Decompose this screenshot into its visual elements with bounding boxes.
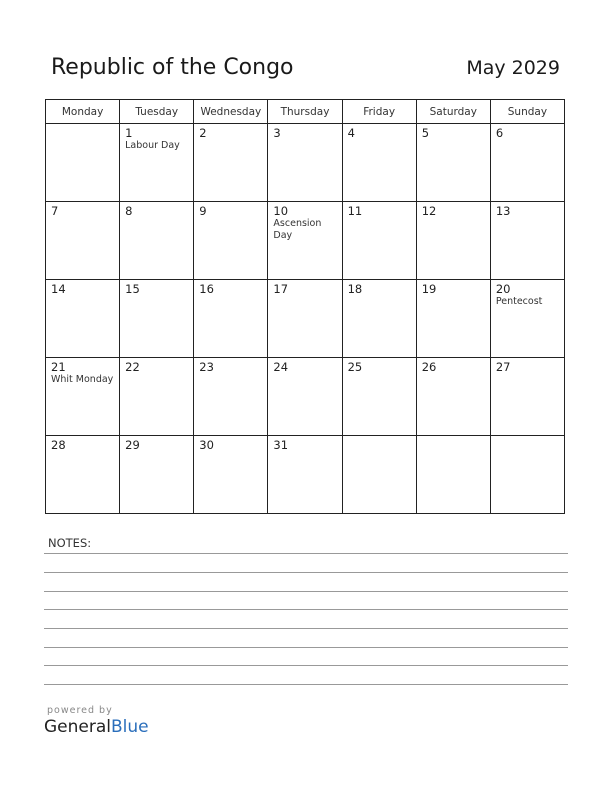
day-cell bbox=[120, 436, 194, 514]
holiday-label: Ascension Day bbox=[273, 218, 322, 241]
day-number: 24 bbox=[273, 360, 289, 374]
day-cell bbox=[268, 436, 342, 514]
day-number: 23 bbox=[199, 360, 214, 374]
day-number: 25 bbox=[347, 360, 363, 374]
day-number: 7 bbox=[51, 204, 59, 218]
day-cell bbox=[268, 280, 342, 358]
day-number: 13 bbox=[495, 204, 511, 218]
day-number: 4 bbox=[347, 126, 355, 140]
note-line bbox=[44, 591, 568, 592]
weekday-header: Thursday bbox=[268, 100, 342, 124]
day-number: 15 bbox=[125, 282, 140, 296]
day-number: 9 bbox=[199, 204, 207, 218]
holiday-label: Pentecost bbox=[495, 296, 543, 307]
weekday-header-row bbox=[46, 100, 565, 124]
day-cell bbox=[268, 202, 342, 280]
logo-general-text: General bbox=[44, 717, 111, 737]
day-number: 17 bbox=[273, 282, 289, 296]
day-number: 21 bbox=[51, 360, 66, 374]
weekday-header: Monday bbox=[46, 100, 120, 124]
day-cell bbox=[120, 202, 194, 280]
day-number: 1 bbox=[125, 126, 133, 140]
day-cell bbox=[416, 358, 490, 436]
day-number: 18 bbox=[347, 282, 363, 296]
note-line bbox=[44, 684, 568, 685]
day-number: 29 bbox=[125, 438, 140, 452]
day-number: 14 bbox=[51, 282, 66, 296]
day-cell bbox=[194, 202, 268, 280]
day-cell bbox=[194, 358, 268, 436]
notes-label: NOTES: bbox=[48, 536, 92, 550]
day-cell bbox=[120, 124, 194, 202]
week-row bbox=[46, 202, 565, 280]
day-number: 27 bbox=[495, 360, 511, 374]
day-number: 22 bbox=[125, 360, 140, 374]
holiday-label: Whit Monday bbox=[51, 374, 114, 385]
note-line bbox=[44, 628, 568, 629]
day-cell bbox=[416, 280, 490, 358]
weekday-header: Sunday bbox=[490, 100, 564, 124]
day-cell bbox=[416, 202, 490, 280]
calendar-title: Republic of the Congo bbox=[51, 55, 294, 80]
day-cell bbox=[416, 124, 490, 202]
day-number: 6 bbox=[495, 126, 504, 140]
week-row bbox=[46, 280, 565, 358]
week-row bbox=[46, 124, 565, 202]
day-number: 10 bbox=[273, 204, 289, 218]
day-cell bbox=[490, 280, 564, 358]
day-cell bbox=[194, 124, 268, 202]
day-number: 8 bbox=[125, 204, 133, 218]
calendar-month: May 2029 bbox=[466, 57, 560, 79]
week-row bbox=[46, 436, 565, 514]
day-number: 31 bbox=[273, 438, 289, 452]
holiday-label: Labour Day bbox=[125, 140, 180, 151]
day-number: 28 bbox=[51, 438, 66, 452]
day-number: 5 bbox=[421, 126, 430, 140]
day-cell bbox=[194, 280, 268, 358]
day-cell bbox=[268, 124, 342, 202]
day-cell bbox=[342, 124, 416, 202]
day-cell bbox=[46, 358, 120, 436]
powered-by-text: powered by bbox=[47, 705, 113, 716]
day-cell bbox=[416, 436, 490, 514]
day-cell bbox=[46, 202, 120, 280]
note-line bbox=[44, 609, 568, 610]
day-cell bbox=[342, 202, 416, 280]
day-cell bbox=[268, 358, 342, 436]
day-cell bbox=[46, 124, 120, 202]
note-line bbox=[44, 647, 568, 648]
day-number: 12 bbox=[421, 204, 437, 218]
day-number: 16 bbox=[199, 282, 214, 296]
week-row bbox=[46, 358, 565, 436]
day-number: 3 bbox=[273, 126, 281, 140]
day-cell bbox=[490, 358, 564, 436]
weekday-header: Tuesday bbox=[120, 100, 194, 124]
day-cell bbox=[490, 124, 564, 202]
day-cell bbox=[342, 436, 416, 514]
note-line bbox=[44, 572, 568, 573]
day-cell bbox=[46, 436, 120, 514]
day-cell bbox=[120, 280, 194, 358]
day-number: 2 bbox=[199, 126, 207, 140]
day-cell bbox=[490, 436, 564, 514]
day-number: 19 bbox=[421, 282, 437, 296]
weekday-header: Wednesday bbox=[194, 100, 268, 124]
day-number: 11 bbox=[347, 204, 363, 218]
day-cell bbox=[490, 202, 564, 280]
day-number: 20 bbox=[495, 282, 511, 296]
day-cell bbox=[46, 280, 120, 358]
note-line bbox=[44, 553, 568, 554]
weekday-header: Friday bbox=[342, 100, 416, 124]
day-cell bbox=[342, 280, 416, 358]
day-number: 30 bbox=[199, 438, 214, 452]
logo-blue-text: Blue bbox=[111, 717, 149, 737]
day-number: 26 bbox=[421, 360, 437, 374]
calendar-grid bbox=[45, 99, 565, 514]
day-cell bbox=[194, 436, 268, 514]
note-line bbox=[44, 665, 568, 666]
weekday-header: Saturday bbox=[416, 100, 490, 124]
generalblue-logo bbox=[44, 717, 149, 737]
day-cell bbox=[120, 358, 194, 436]
day-cell bbox=[342, 358, 416, 436]
